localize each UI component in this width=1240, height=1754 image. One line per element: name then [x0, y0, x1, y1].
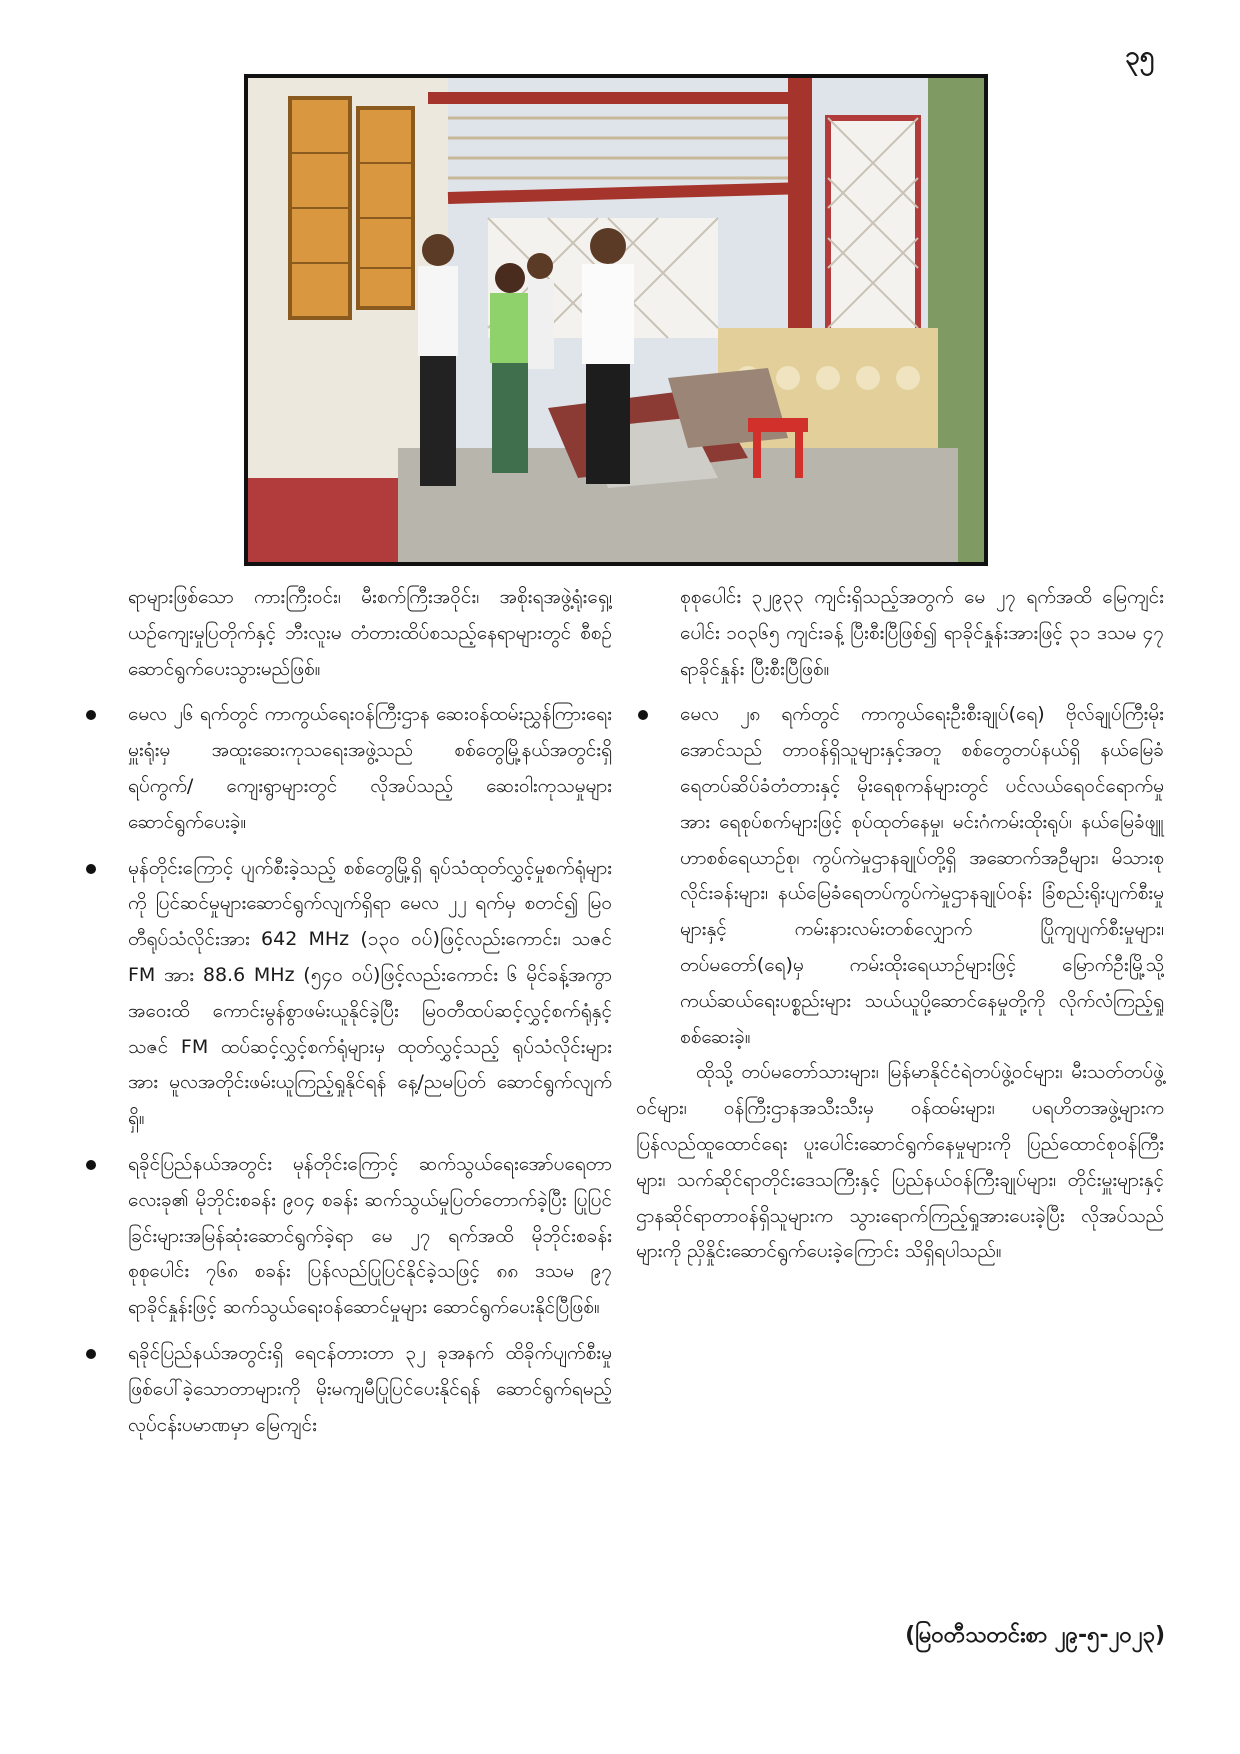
page-number: ၃၅: [1125, 41, 1155, 71]
bullet-item: ရခိုင်ပြည်နယ်အတွင်းရှိ ရေငန်တားတာ ၃၂ ခုအနက် ထိခိုက်ပျက်စီးမှုဖြစ်ပေါ်ခဲ့သောတာများကို မိုးမကျမီပြုပြင်ပေးနိုင်ရန် ဆောင်ရွက်ရမည့်လုပ်ငန်းပမာဏမှာ မြေကျင်း: [84, 1336, 612, 1443]
closing-paragraph: ထိုသို့ တပ်မတော်သားများ၊ မြန်မာနိုင်ငံရဲတပ်ဖွဲ့ဝင်များ၊ မီးသတ်တပ်ဖွဲ့ဝင်များ၊ ဝန်ကြီးဌာနအသီးသီးမှ ဝန်ထမ်းများ၊ ပရဟိတအဖွဲ့များက ပြန်လည်ထူထောင်ရေး ပူးပေါင်းဆောင်ရွက်နေမှုများကို ပြည်ထောင်စုဝန်ကြီးများ၊ သက်ဆိုင်ရာတိုင်းဒေသကြီးနှင့် ပြည်နယ်ဝန်ကြီးချုပ်များ၊ တိုင်းမှူးများနှင့် ဌာနဆိုင်ရာတာဝန်ရှိသူများက သွားရောက်ကြည့်ရှုအားပေးခဲ့ပြီး လိုအပ်သည်များကို ညှိနှိုင်းဆောင်ရွက်ပေးခဲ့ကြောင်း သိရှိရပါသည်။: [636, 1061, 1164, 1263]
damaged-building-photo: [248, 78, 984, 562]
paragraph-continuation: ရာများဖြစ်သော ကားကြီးဝင်း၊ မီးစက်ကြီးအဝိုင်း၊ အစိုးရအဖွဲ့ရုံးရှေ့၊ ယဉ်ကျေးမှုပြတိုက်နှင့် ဘီးလူးမ တံတားထိပ်စသည့်နေရာများတွင် စီစဉ်ဆောင်ရွက်ပေးသွားမည်ဖြစ်။: [128, 586, 612, 680]
bullet-item: ရခိုင်ပြည်နယ်အတွင်း မုန်တိုင်းကြောင့် ဆက်သွယ်ရေးအော်ပရေတာလေးခု၏ မိုဘိုင်းစခန်း ၉၀၄ စခန်း ဆက်သွယ်မှုပြတ်တောက်ခဲ့ပြီး ပြုပြင်ခြင်းများအမြန်ဆုံးဆောင်ရွက်ခဲ့ရာ မေ ၂၇ ရက်အထိ မိုဘိုင်းစခန်းစုစုပေါင်း ၇၆၈ စခန်း ပြန်လည်ပြုပြင်နိုင်ခဲ့သဖြင့် ၈၈ ဒသမ ၉၇ ရာခိုင်နှုန်းဖြင့် ဆက်သွယ်ရေးဝန်ဆောင်မှုများ ဆောင်ရွက်ပေးနိုင်ပြီဖြစ်။: [84, 1147, 612, 1326]
article-photo: [244, 74, 988, 566]
bullet-item: မုန်တိုင်းကြောင့် ပျက်စီးခဲ့သည့် စစ်တွေမြို့ရှိ ရုပ်သံထုတ်လွှင့်မှုစက်ရုံများကို ပြင်ဆင်မှုများဆောင်ရွက်လျက်ရှိရာ မေလ ၂၂ ရက်မှ စတင်၍ မြဝတီရုပ်သံလိုင်းအား 642 MHz (၁၃၀ ဝပ်)ဖြင့်လည်းကောင်း၊ သဇင် FM အား 88.6 MHz (၅၄၀ ဝပ်)ဖြင့်လည်းကောင်း ၆ မိုင်ခန့်အကွာအဝေးထိ ကောင်းမွန်စွာဖမ်းယူနိုင်ခဲ့ပြီး မြဝတီထပ်ဆင့်လွှင့်စက်ရုံနှင့် သဇင် FM ထပ်ဆင့်လွှင့်စက်ရုံများမှ ထုတ်လွှင့်သည့် ရုပ်သံလိုင်းများအား မူလအတိုင်းဖမ်းယူကြည့်ရှုနိုင်ရန် နေ့/ညမပြတ် ဆောင်ရွက်လျက်ရှိ။: [84, 851, 612, 1137]
bullet-item: မေလ ၂၈ ရက်တွင် ကာကွယ်ရေးဦးစီးချုပ်(ရေ) ဗိုလ်ချုပ်ကြီးမိုးအောင်သည် တာဝန်ရှိသူများနှင့်အတူ စစ်တွေတပ်နယ်ရှိ နယ်မြေခံရေတပ်ဆိပ်ခံတံတားနှင့် မိုးရေစုကန်များတွင် ပင်လယ်ရေဝင်ရောက်မှုအား ရေစုပ်စက်များဖြင့် စုပ်ထုတ်နေမှု၊ မင်းဂံကမ်းထိုးရုပ်၊ နယ်မြေခံဖျူဟာစစ်ရေယာဉ်စု၊ ကွပ်ကဲမှုဌာနချုပ်တို့ရှိ အဆောက်အဦများ၊ မိသားစုလိုင်းခန်းများ၊ နယ်မြေခံရေတပ်ကွပ်ကဲမှုဌာနချုပ်ဝန်း ခြံစည်းရိုးပျက်စီးမှုများနှင့် ကမ်းနားလမ်းတစ်လျှောက် ပြိုကျပျက်စီးမှုများ၊ တပ်မတော်(ရေ)မှ ကမ်းထိုးရေယာဉ်များဖြင့် မြောက်ဦးမြို့သို့ ကယ်ဆယ်ရေးပစ္စည်းများ သယ်ယူပို့ဆောင်နေမှုတို့ကို လိုက်လံကြည့်ရှုစစ်ဆေးခဲ့။: [636, 697, 1164, 1055]
bullet-item: မေလ ၂၆ ရက်တွင် ကာကွယ်ရေးဝန်ကြီးဌာန ဆေးဝန်ထမ်းညွှန်ကြားရေးမှူးရုံးမှ အထူးဆေးကုသရေးအဖွဲ့သည် စစ်တွေမြို့နယ်အတွင်းရှိ ရပ်ကွက်/ ကျေးရွာများတွင် လိုအပ်သည့် ဆေးဝါးကုသမှုများ ဆောင်ရွက်ပေးခဲ့။: [84, 697, 612, 840]
paragraph-continuation: စုစုပေါင်း ၃၂၉၃၃ ကျင်းရှိသည့်အတွက် မေ ၂၇ ရက်အထိ မြေကျင်းပေါင်း ၁၀၃၆၅ ကျင်းခန့် ပြီးစီးပြီဖြစ်၍ ရာခိုင်နှုန်းအားဖြင့် ၃၁ ဒသမ ၄၇ ရာခိုင်နှုန်း ပြီးစီးပြီဖြစ်။: [680, 586, 1164, 680]
left-column: [84, 580, 612, 1443]
right-column: [636, 580, 1164, 1270]
source-citation: (မြဝတီသတင်းစာ ၂၉-၅-၂၀၂၃): [905, 1623, 1165, 1648]
